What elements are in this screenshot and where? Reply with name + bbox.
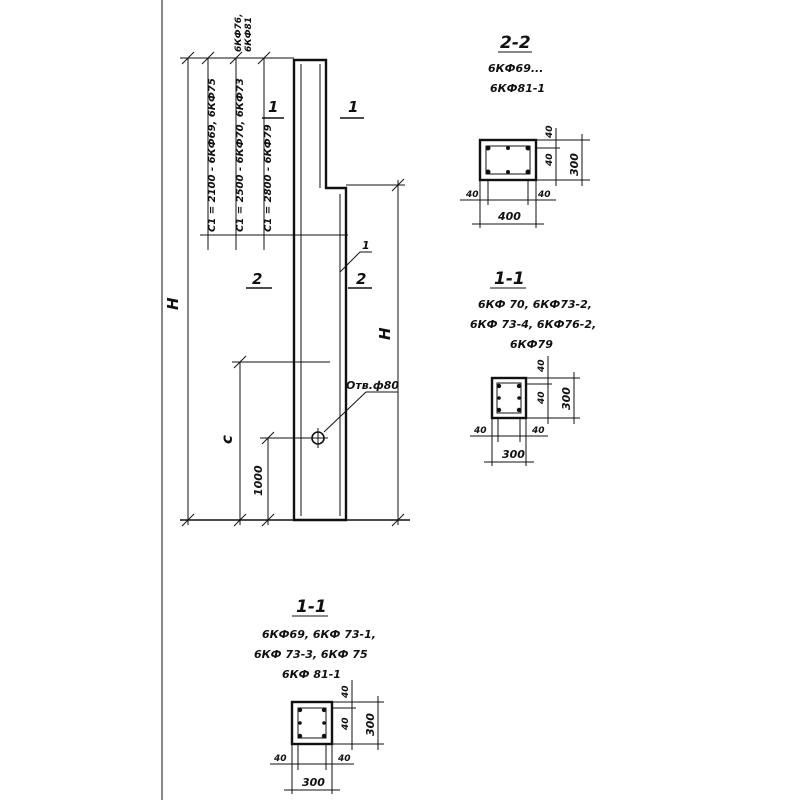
section-22-types-2: 6КФ81-1	[490, 82, 546, 95]
section-11b-types-3: 6КФ 81-1	[282, 668, 341, 681]
dim-H-label: H	[164, 297, 182, 310]
section-11b-dim-height: 300	[364, 713, 377, 736]
section-11b-title: 1-1	[296, 597, 327, 617]
dim-1000-label: 1000	[252, 465, 265, 496]
section-11b-dim-width: 300	[302, 776, 325, 789]
section-11a-dim-top: 40	[537, 359, 547, 372]
section-11b-types-2: 6КФ 73-3, 6КФ 75	[254, 648, 368, 661]
section-11b-dim-left: 40	[274, 754, 287, 764]
section-11a-dim-side: 40	[537, 391, 547, 404]
section-11a-title: 1-1	[494, 269, 525, 289]
section-22-dim-left: 40	[466, 190, 479, 200]
length-note-3: C1 = 2800 - 6КФ79	[263, 124, 274, 232]
section-22-dim-right: 40	[538, 190, 551, 200]
section-11a-dim-left: 40	[474, 426, 487, 436]
section-mark-1-right: 1	[348, 98, 359, 116]
section-11a-types-1: 6КФ 70, 6КФ73-2,	[478, 298, 592, 311]
length-note-1: C1 = 2100 - 6КФ69, 6КФ75	[207, 78, 218, 232]
section-11b-types-1: 6КФ69, 6КФ 73-1,	[262, 628, 376, 641]
length-note-2: C1 = 2500 - 6КФ70, 6КФ73	[235, 78, 246, 232]
section-11b-dim-right: 40	[338, 754, 351, 764]
section-11b-dim-top: 40	[341, 685, 351, 698]
section-11a-types-2: 6КФ 73-4, 6КФ76-2,	[470, 318, 597, 331]
hole-note: Отв.ф80	[346, 379, 400, 392]
section-mark-1-left: 1	[268, 98, 279, 116]
section-22-types-1: 6КФ69...	[488, 62, 544, 75]
section-11a-types-3: 6КФ79	[510, 338, 553, 351]
section-11a-dim-width: 300	[502, 448, 525, 461]
section-2-2	[460, 33, 590, 228]
section-11b-dim-side: 40	[341, 717, 351, 730]
dim-H-upper-label: H	[376, 327, 394, 340]
dim-c-label: c	[218, 435, 236, 444]
top-type-note-1: 6КФ76,	[234, 13, 244, 52]
section-22-dim-side: 40	[545, 153, 555, 166]
section-11a-dim-right: 40	[532, 426, 545, 436]
section-1-1-lower	[254, 597, 384, 794]
section-1-1-upper	[470, 269, 596, 466]
leader-label-1: 1	[362, 239, 370, 252]
section-mark-2-right: 2	[356, 270, 367, 288]
section-22-title: 2-2	[500, 33, 531, 53]
column-elevation	[164, 14, 410, 527]
section-22-dim-width: 400	[498, 210, 521, 223]
leader-line-1	[340, 252, 360, 272]
section-11a-dim-height: 300	[560, 387, 573, 410]
section-mark-2-left: 2	[252, 270, 263, 288]
top-type-note-2: 6КФ81	[244, 16, 254, 52]
section-22-dim-top: 40	[545, 125, 555, 138]
section-22-dim-height: 300	[568, 153, 581, 176]
